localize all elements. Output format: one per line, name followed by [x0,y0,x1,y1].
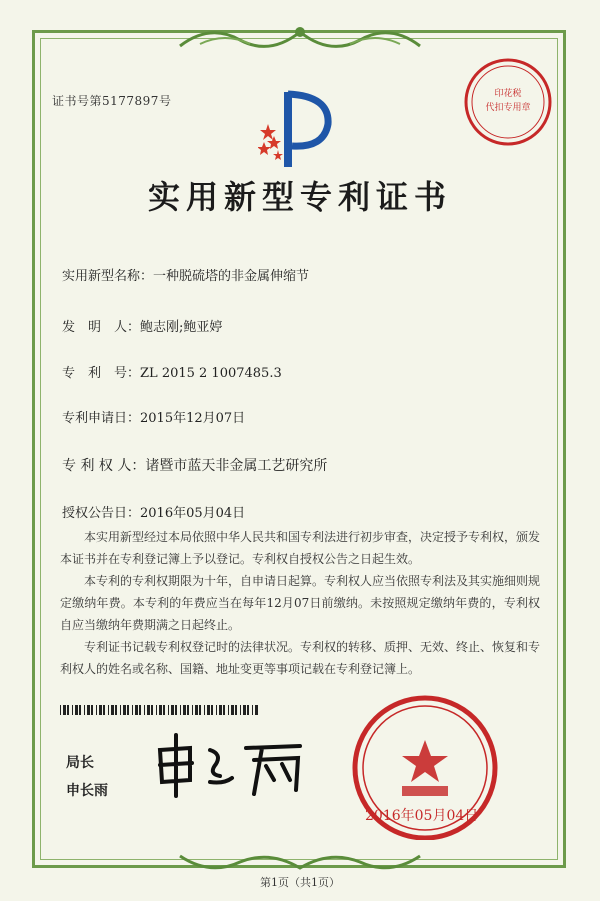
owner-value: 诸暨市蓝天非金属工艺研究所 [145,458,328,474]
patent-value: ZL 2015 2 1007485.3 [140,366,282,381]
owner-label: 专 利 权 人： [62,458,146,474]
page-footer: 第1页（共1页） [260,876,340,889]
body-paragraph-3: 专利证书记载专利权登记时的法律状况。专利权的转移、质押、无效、终止、恢复和专利权人的姓名或名称、国籍、地址变更等事项记载在专利登记簿上。 [60,640,541,676]
svg-text:代扣专用章: 代扣专用章 [485,103,531,113]
patent-office-logo [258,82,338,172]
filing-label: 专利申请日： [62,411,141,426]
filing-date-row [62,407,245,426]
certificate-title: 实用新型专利证书 [147,178,452,216]
top-ornament [170,18,430,58]
certificate-body [60,526,540,680]
pubdate-value: 2016年05月04日 [140,506,246,521]
director-name: 申长雨 [66,783,108,799]
filing-value: 2015年12月07日 [140,411,246,426]
patent-label: 专 利 号： [62,366,141,381]
inventor-value: 鲍志刚;鲍亚婷 [140,320,223,335]
inventor-label: 发 明 人： [62,320,141,335]
seal-date: 2016年05月04日 [365,808,479,824]
name-value: 一种脱硫塔的非金属伸缩节 [153,269,310,284]
handwritten-signature [150,730,310,800]
director-title: 局长 [66,755,94,771]
body-paragraph-1: 本实用新型经过本局依照中华人民共和国专利法进行初步审查，决定授予专利权，颁发本证书并在专利登记簿上予以登记。专利权自授权公告之日起生效。 [60,530,541,566]
pubdate-label: 授权公告日： [62,506,141,521]
owner-row [62,455,327,475]
tax-seal [462,56,554,148]
svg-text:印花税: 印花税 [494,89,522,99]
barcode [60,705,260,715]
name-label: 实用新型名称： [62,269,154,284]
utility-model-name [62,265,309,284]
body-paragraph-2: 本专利的专利权期限为十年，自申请日起算。专利权人应当依照专利法及其实施细则规定缴纳年费。本专利的年费应当在每年12月07日前缴纳。未按照规定缴纳年费的，专利权自应当缴纳年费期满之日起终止。 [60,574,541,632]
inventor-row [62,316,222,335]
certificate-number: 证书号第5177897号 [52,94,172,108]
publication-date-row [62,502,245,521]
patent-number-row [62,362,282,381]
